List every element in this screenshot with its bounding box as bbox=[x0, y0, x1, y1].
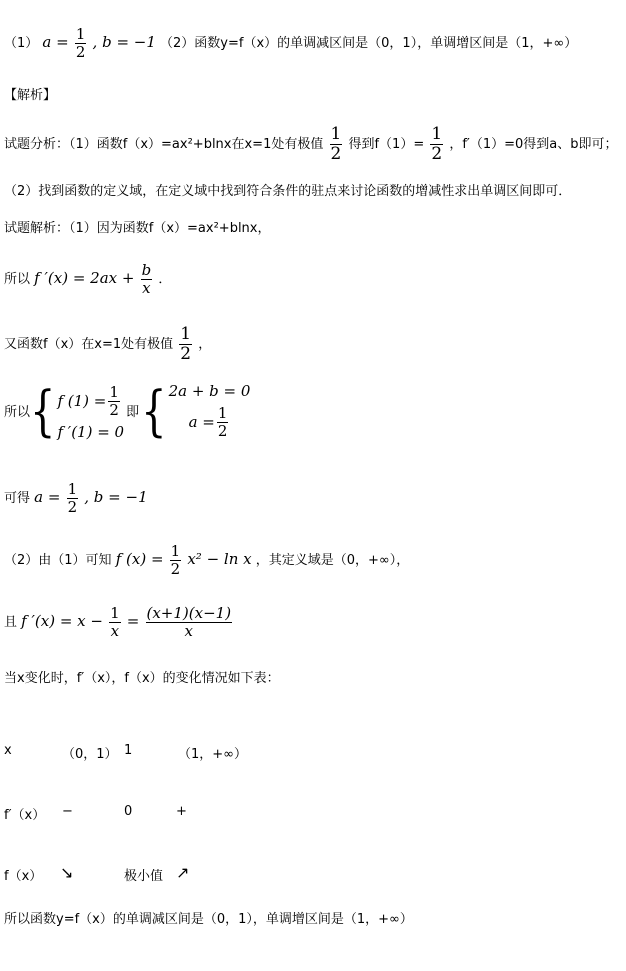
result-line: 可得 a = $\frac{1}{2}$ , b = −1 bbox=[4, 480, 148, 516]
factored-fraction: $\frac{(x+1)(x-1)}{x}$ bbox=[146, 604, 232, 640]
answer-line bbox=[4, 26, 577, 61]
answer-b-eq: , b = −1 bbox=[92, 33, 156, 51]
part2-derivative-line: 且 f ′(x) = x − $\frac{1}{x}$ = $\frac{(x+1)(x-1)}{x}$ bbox=[4, 604, 232, 640]
result-fraction: $\frac{1}{2}$ bbox=[67, 480, 78, 516]
equation-system-line: 所以 { f (1) = $\frac{1}{2}$ f ′(1) = 0 即 { 2a + b = 0 a = $\frac{1}{2}$ bbox=[4, 380, 251, 444]
answer-part2: （2）函数y=f（x）的单调减区间是（0，1），单调增区间是（1，+∞） bbox=[160, 36, 578, 51]
table-cell: 极小值 bbox=[124, 869, 164, 884]
analysis-heading: 【解析】 bbox=[4, 88, 57, 103]
system-1-row-1: f (1) = $\frac{1}{2}$ bbox=[57, 383, 119, 419]
extreme-line: 又函数f（x）在x=1处有极值 $\frac{1}{2}$ ， bbox=[4, 324, 212, 364]
table-cell: x bbox=[4, 743, 12, 758]
extreme-fraction: $\frac{1}{2}$ bbox=[180, 324, 192, 364]
decreasing-arrow-icon: ↘ bbox=[60, 863, 74, 882]
table-cell: − bbox=[62, 804, 73, 819]
left-brace-icon: { bbox=[141, 380, 167, 444]
one-over-x-fraction: $\frac{1}{x}$ bbox=[110, 604, 120, 640]
b-over-x-fraction: $\frac{b}{x}$ bbox=[141, 261, 152, 297]
system-1 bbox=[30, 380, 125, 444]
system-2-row-1: 2a + b = 0 bbox=[168, 382, 251, 400]
answer-half-fraction: $\frac{1}{2}$ bbox=[75, 25, 86, 61]
conclusion-line: 所以函数y=f（x）的单调减区间是（0，1），单调增区间是（1，+∞） bbox=[4, 912, 413, 927]
system-1-row-2: f ′(1) = 0 bbox=[57, 423, 125, 441]
increasing-arrow-icon: ↗ bbox=[176, 863, 190, 882]
analysis-line-1: 试题分析：（1）函数f（x）=ax²+blnx在x=1处有极值 $\frac{1}{2}$ 得到f（1）= $\frac{1}{2}$ ，f′（1）=0得到a、b即可； bbox=[4, 124, 618, 164]
system-2 bbox=[141, 380, 251, 444]
table-cell: f′（x） bbox=[4, 808, 46, 823]
analysis-line-2: （2）找到函数的定义域，在定义域中找到符合条件的驻点来讨论函数的增减性求出单调区间即可． bbox=[4, 184, 572, 199]
solution-intro: 试题解析：（1）因为函数f（x）=ax²+blnx， bbox=[4, 221, 271, 236]
answer-part1-label: （1） bbox=[4, 36, 39, 51]
answer-a-eq: a = bbox=[42, 33, 69, 51]
table-cell: + bbox=[176, 804, 187, 819]
left-brace-icon: { bbox=[30, 380, 56, 444]
part2-function-line: （2）由（1）可知 f (x) = $\frac{1}{2}$ x² − ln x ，其定义域是（0，+∞）， bbox=[4, 542, 410, 578]
system-2-row-2: a = $\frac{1}{2}$ bbox=[188, 404, 228, 440]
table-intro: 当x变化时，f′（x），f（x）的变化情况如下表： bbox=[4, 671, 280, 686]
table-cell: （1，+∞） bbox=[178, 747, 247, 762]
table-cell: 1 bbox=[124, 743, 133, 758]
derivative-expression: f ′(x) = 2ax + bbox=[34, 269, 135, 287]
f1-value-fraction: $\frac{1}{2}$ bbox=[431, 124, 443, 164]
derivative-line: 所以 f ′(x) = 2ax + $\frac{b}{x}$ ． bbox=[4, 261, 172, 297]
table-cell: （0，1） bbox=[62, 747, 118, 762]
extreme-value-fraction: $\frac{1}{2}$ bbox=[330, 124, 342, 164]
table-cell: f（x） bbox=[4, 869, 43, 884]
table-cell: 0 bbox=[124, 804, 133, 819]
half-coefficient: $\frac{1}{2}$ bbox=[170, 542, 181, 578]
